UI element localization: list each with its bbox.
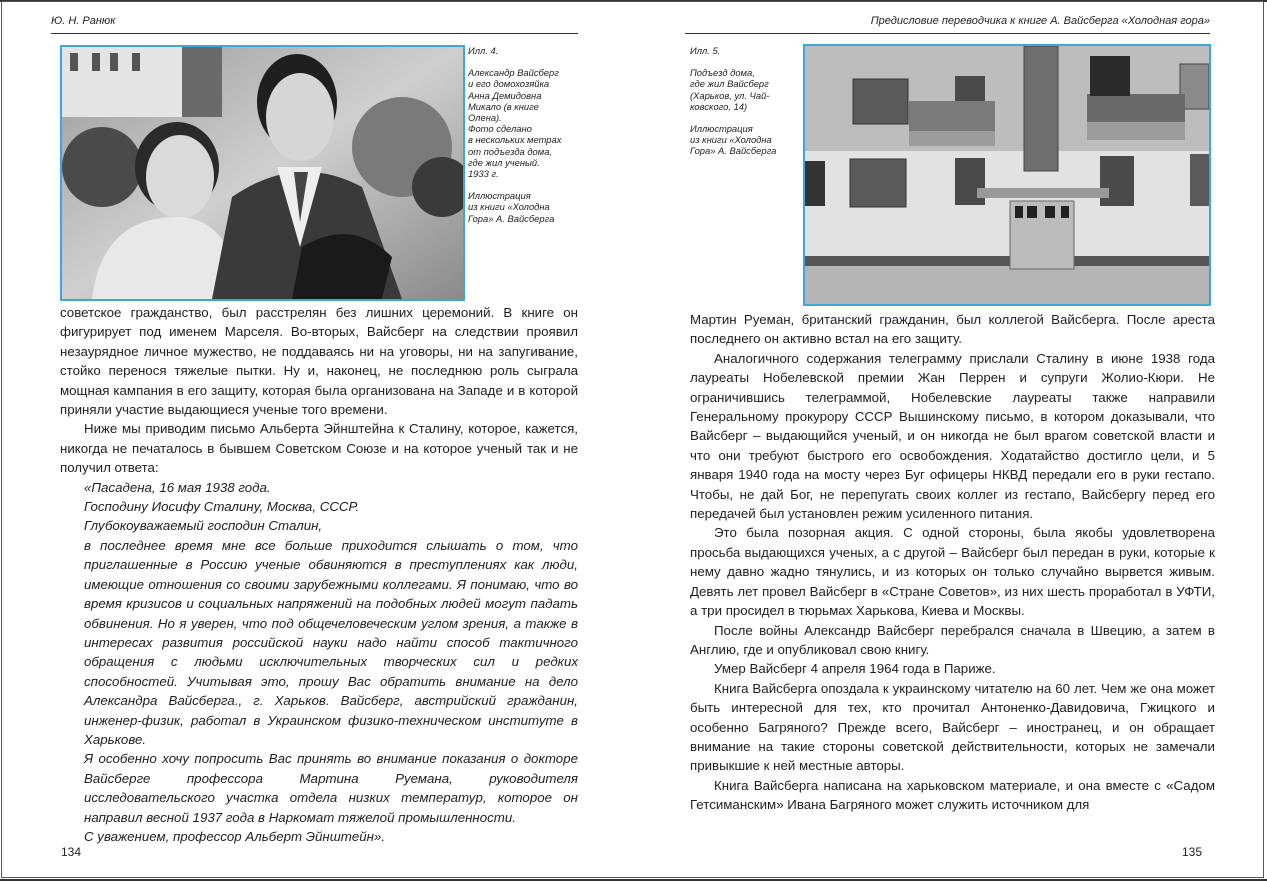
figure-4-source [468,190,588,224]
page-number-left: 134 [61,845,82,859]
source-line: Иллюстрация [468,190,531,202]
caption-line: где жил Вайсберг [690,78,769,90]
caption-line: Анна Демидовна [468,89,542,101]
caption-line: Олена). [468,112,502,124]
caption-line: (Харьков, ул. Чай- [690,89,770,101]
figure-5-label: Илл. 5. [690,45,721,56]
figure-4-photo [60,45,465,301]
letter-line: Господину Иосифу Сталину, Москва, СССР. [84,499,360,515]
caption-line: где жил ученый. [468,156,540,168]
header-rule [685,33,1210,34]
figure-5-description [690,67,800,112]
paragraph: советское гражданство, был расстрелян без лишних церемоний. В книге он фигурирует под именем Марселя. Во-вторых, Вайсберг на следствии проявил незаурядное личное мужество, не поддаваясь ни на уговоры, ни на запугивание, стойко перенося тяжелые пытки. Ну и, наконец, не последнюю роль сыграла мощная кампания в его защиту, которая была организована на Западе и в которой приняли участие выдающиеся ученые того времени. [60,305,578,418]
caption-line: 1933 г. [468,168,499,180]
letter-paragraph: Я особенно хочу попросить Вас принять во внимание показания о докторе Вайсберге профессора Мартина Руемана, руководителя исследовательского участка отдела низких температур, которое он направил весной 1937 года в Наркомат тяжелой промышленности. [84,751,578,825]
figure-5-photo [803,44,1211,306]
paragraph: Книга Вайсберга написана на харьковском материале, и она вместе с «Садом Гетсиманским» Ивана Багряного может служить источником для [690,777,1215,813]
paragraph: После войны Александр Вайсберг перебрался сначала в Швецию, а затем в Англию, где и опубликовал свою книгу. [690,622,1215,657]
caption-line: Микало (в книге [468,100,539,112]
source-line: из книги «Холодна [468,201,550,213]
paragraph: Книга Вайсберга опоздала к украинскому читателю на 60 лет. Чем же она может быть интересной для тех, кто прочитал Антоненко-Давидовича, Гжицкого и особенно Багряного? Прежде всего, Вайсберг – иностранец, и он обращает внимание на такие стороны советской действительности, которых не замечали привыкшие к ней местные авторы. [690,680,1215,774]
letter-paragraph: в последнее время мне все больше приходится слышать о том, что приглашенные в Россию ученые обвиняются в преступлениях как люди, имеющие отношения со своими зарубежными коллегами. Я понимаю, что во время кризисов и социальных напряжений на подобных людей могут падать обвинения. Но я уверен, что под общечеловеческим углом зрения, а также в интересах развития российской науки надо найти способ тактичного обращения с людьми исключительных творческих сил и редких способностей. Учитывая это, прошу Вас обратить внимание на дело Александра Вайсберга., г. Харьков. Вайсберг, австрийский гражданин, инженер-физик, работал в Украинском физико-техническом институте в Харькове. [84,537,578,747]
page-number-right: 135 [1182,845,1203,859]
caption-line: Фото сделано [468,123,532,135]
caption-line: ковского, 14) [690,100,748,112]
right-page [634,0,1267,881]
caption-line: Подъезд дома, [690,67,755,79]
paragraph: Ниже мы приводим письмо Альберта Эйнштейна к Сталину, которое, кажется, никогда не печаталось в бывшем Советском Союзе и на которое ученый так и не получил ответа: [60,421,578,476]
source-line: из книги «Холодна [690,134,772,146]
figure-4-description [468,67,588,179]
running-head-title: Предисловие переводчика к книге А. Вайсберга «Холодная гора» [870,15,1210,27]
photo-building-entrance-icon [805,46,1209,304]
paragraph: Это была позорная акция. С одной стороны, была якобы удовлетворена просьба выдающихся ученых, а с другой – Вайсберг был передан в руки, которые к нему давно жадно тянулись, и из которых он только случайно вырвется живым. Девять лет провел Вайсберг в «Стране Советов», из них шесть проработал в УФТИ, а три просидел в тюрьмах Харькова, Киева и Москвы. [690,525,1215,619]
left-body-text [60,303,578,846]
figure-5-source [690,123,800,157]
letter-line: «Пасадена, 16 мая 1938 года. [84,479,271,495]
figure-5-caption [690,45,800,168]
letter-signature: С уважением, профессор Альберт Эйнштейн». [84,828,386,844]
paragraph: Аналогичного содержания телеграмму прислали Сталину в июне 1938 года лауреаты Нобелевской премии Жан Перрен и супруги Жолио-Кюри. Не ограничившись телеграммой, Нобелевские лауреаты также направили Генеральному прокурору СССР Вышинскому письмо, в котором доказывали, что Вайсберг – выдающийся ученый, и он никогда не был врагом советской власти и что они требуют быстрого его освобождения. Ходатайство достигло цели, и 5 января 1940 года на мосту через Буг офицеры НКВД передали его в руки гестапо. Чтобы, не дай Бог, не перепугать своих коллег из гестапо, Вайсбергу перед его передачей был установлен режим усиленного питания. [690,350,1215,522]
left-page [0,0,633,881]
paragraph: Умер Вайсберг 4 апреля 1964 года в Париже. [714,661,996,677]
header-rule [51,33,578,34]
letter-line: Глубокоуважаемый господин Сталин, [84,518,323,534]
source-line: Гора» А. Вайсберга [468,212,555,224]
photo-man-and-woman-icon [62,47,463,299]
paragraph: Мартин Руеман, британский гражданин, был коллегой Вайсберга. После ареста последнего он активно встал на его защиту. [690,312,1215,347]
source-line: Иллюстрация [690,123,753,135]
caption-line: и его домохозяйка [468,78,550,90]
figure-4-caption [468,45,588,235]
right-body-text [690,310,1215,815]
einstein-letter [60,478,578,847]
caption-line: Александр Вайсберг [468,67,559,79]
running-head-author: Ю. Н. Ранюк [51,15,116,27]
source-line: Гора» А. Вайсберга [690,145,777,157]
caption-line: в нескольких метрах [468,134,562,146]
caption-line: от подъезда дома, [468,145,553,157]
figure-4-label: Илл. 4. [468,45,499,56]
